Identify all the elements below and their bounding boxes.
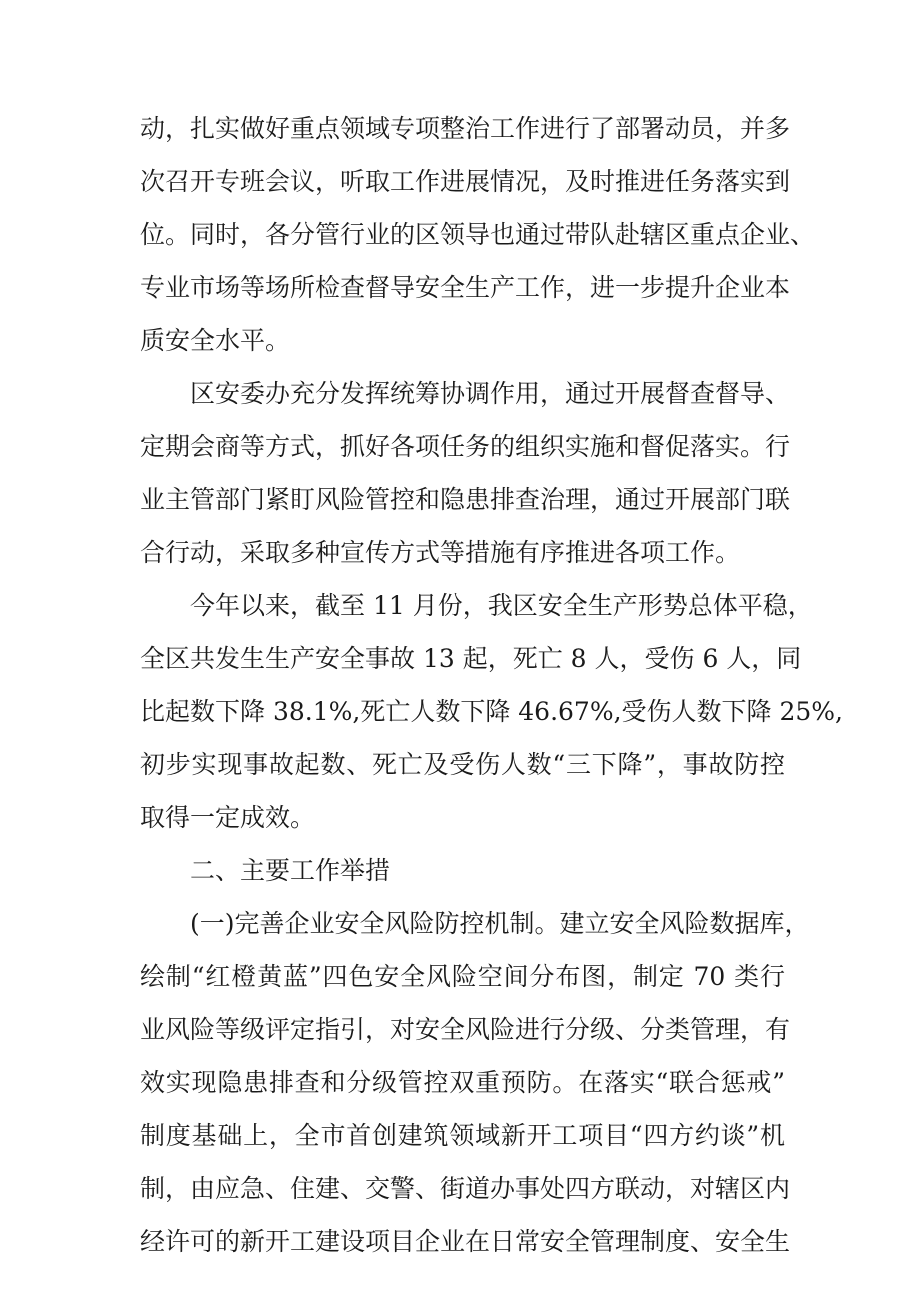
- paragraph-3-line-2: 全区共发生生产安全事故 13 起，死亡 8 人，受伤 6 人，同: [140, 644, 802, 673]
- paragraph-3-line-5: 取得一定成效。: [140, 803, 316, 832]
- paragraph-3-line-1: 今年以来，截至 11 月份，我区安全生产形势总体平稳，: [190, 591, 813, 620]
- paragraph-1-line-4: 专业市场等场所检查督导安全生产工作，进一步提升企业本: [140, 273, 791, 302]
- paragraph-3-line-4: 初步实现事故起数、死亡及受伤人数“三下降”，事故防控: [140, 750, 785, 779]
- paragraph-2-line-4: 合行动，采取多种宣传方式等措施有序推进各项工作。: [140, 538, 741, 567]
- paragraph-1-line-5: 质安全水平。: [140, 326, 291, 355]
- paragraph-1-line-2: 次召开专班会议，听取工作进展情况，及时推进任务落实到: [140, 167, 791, 196]
- paragraph-5-line-6: 制，由应急、住建、交警、街道办事处四方联动，对辖区内: [140, 1174, 791, 1203]
- paragraph-1-line-1: 动，扎实做好重点领域专项整治工作进行了部署动员，并多: [140, 114, 791, 143]
- paragraph-5-line-5: 制度基础上，全市首创建筑领域新开工项目“四方约谈”机: [140, 1121, 785, 1150]
- paragraph-2-line-2: 定期会商等方式，抓好各项任务的组织实施和督促落实。行: [140, 432, 791, 461]
- paragraph-1-line-3: 位。同时，各分管行业的区领导也通过带队赴辖区重点企业、: [140, 220, 816, 249]
- paragraph-5-line-3: 业风险等级评定指引，对安全风险进行分级、分类管理，有: [140, 1015, 791, 1044]
- paragraph-5-line-4: 效实现隐患排查和分级管控双重预防。在落实“联合惩戒”: [140, 1068, 785, 1097]
- paragraph-2-line-3: 业主管部门紧盯风险管控和隐患排查治理，通过开展部门联: [140, 485, 791, 514]
- section-heading: 二、主要工作举措: [190, 856, 391, 885]
- paragraph-5-line-2: 绘制“红橙黄蓝”四色安全风险空间分布图，制定 70 类行: [140, 962, 785, 991]
- paragraph-5-line-1: (一)完善企业安全风险防控机制。建立安全风险数据库，: [190, 909, 810, 938]
- paragraph-3-line-3: 比起数下降 38.1%,死亡人数下降 46.67%,受伤人数下降 25%,: [140, 697, 843, 726]
- paragraph-5-line-7: 经许可的新开工建设项目企业在日常安全管理制度、安全生: [140, 1227, 791, 1256]
- paragraph-2-line-1: 区安委办充分发挥统筹协调作用，通过开展督查督导、: [190, 379, 791, 408]
